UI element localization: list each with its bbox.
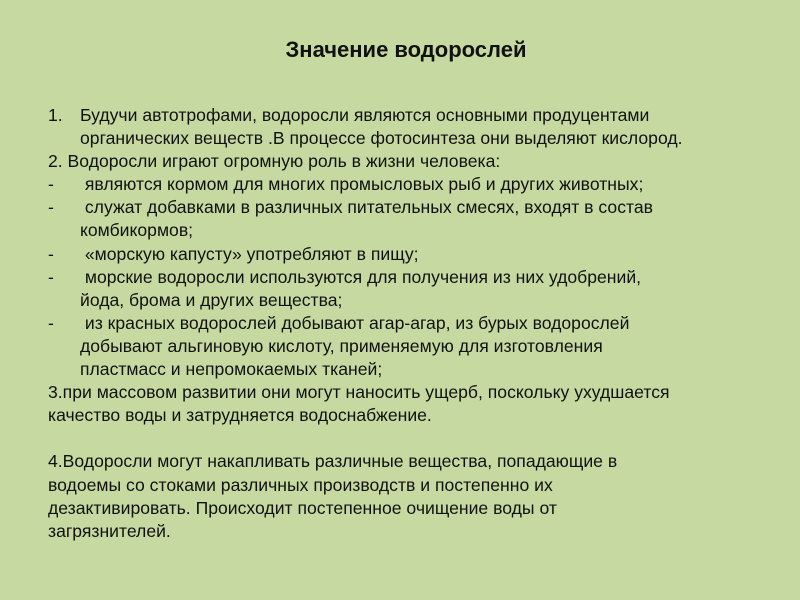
text-line: качество воды и затрудняется водоснабжение. bbox=[48, 405, 432, 426]
text-line bbox=[48, 104, 783, 127]
bullet-item bbox=[48, 266, 783, 312]
line-text: служат добавками в различных питательных смесях, входят в состав bbox=[80, 197, 653, 218]
paragraph-3 bbox=[48, 381, 783, 427]
bullet-item bbox=[48, 196, 783, 242]
text-line bbox=[48, 335, 783, 358]
bullet-item bbox=[48, 312, 783, 381]
line-text: являются кормом для многих промысловых рыб и других животных; bbox=[80, 174, 644, 195]
paragraph-4 bbox=[48, 450, 783, 542]
paragraph-spacer bbox=[48, 427, 783, 450]
text-line bbox=[48, 243, 783, 266]
bullet-dash: - bbox=[48, 243, 54, 264]
line-text: Будучи автотрофами, водоросли являются основными продуцентами bbox=[80, 105, 650, 125]
line-text: комбикормов; bbox=[80, 220, 194, 241]
bullet-dash: - bbox=[48, 266, 54, 287]
text-line bbox=[48, 173, 783, 196]
list-marker: 1. bbox=[48, 105, 63, 125]
bullet-item bbox=[48, 243, 783, 266]
text-line: дезактивировать. Происходит постепенное очищение воды от bbox=[48, 497, 557, 518]
line-text: морские водоросли используются для получения из них удобрений, bbox=[80, 266, 642, 287]
bullet-dash: - bbox=[48, 174, 54, 195]
text-line: водоемы со стоками различных производств и постепенно их bbox=[48, 474, 553, 495]
list-item-1 bbox=[48, 104, 783, 150]
text-line bbox=[48, 312, 783, 335]
text-line bbox=[48, 289, 783, 312]
line-text: добывают альгиновую кислоту, применяемую для изготовления bbox=[80, 335, 603, 356]
line-text: пластмасс и непромокаемых тканей; bbox=[80, 359, 383, 380]
text-line bbox=[48, 358, 783, 381]
line-text: из красных водорослей добывают агар-агар, из бурых водорослей bbox=[80, 312, 630, 333]
bullet-dash: - bbox=[48, 197, 54, 218]
text-line: загрязнителей. bbox=[48, 520, 171, 541]
text-line: 4.Водоросли могут накапливать различные вещества, попадающие в bbox=[48, 451, 618, 472]
slide-body bbox=[48, 104, 783, 543]
line-text: йода, брома и других вещества; bbox=[80, 289, 343, 310]
text-line bbox=[48, 219, 783, 242]
slide-title: Значение водорослей bbox=[285, 37, 527, 62]
text-line bbox=[48, 127, 783, 150]
bullet-item bbox=[48, 173, 783, 196]
line-text: органических веществ .В процессе фотосинтеза они выделяют кислород. bbox=[80, 128, 683, 149]
bullet-dash: - bbox=[48, 312, 54, 333]
paragraph-2 bbox=[48, 150, 783, 173]
text-line: 2. Водоросли играют огромную роль в жизни человека: bbox=[48, 151, 501, 172]
text-line bbox=[48, 266, 783, 289]
text-line bbox=[48, 196, 783, 219]
line-text: «морскую капусту» употребляют в пищу; bbox=[80, 243, 419, 264]
text-line: 3.при массовом развитии они могут наносить ущерб, поскольку ухудшается bbox=[48, 382, 670, 403]
